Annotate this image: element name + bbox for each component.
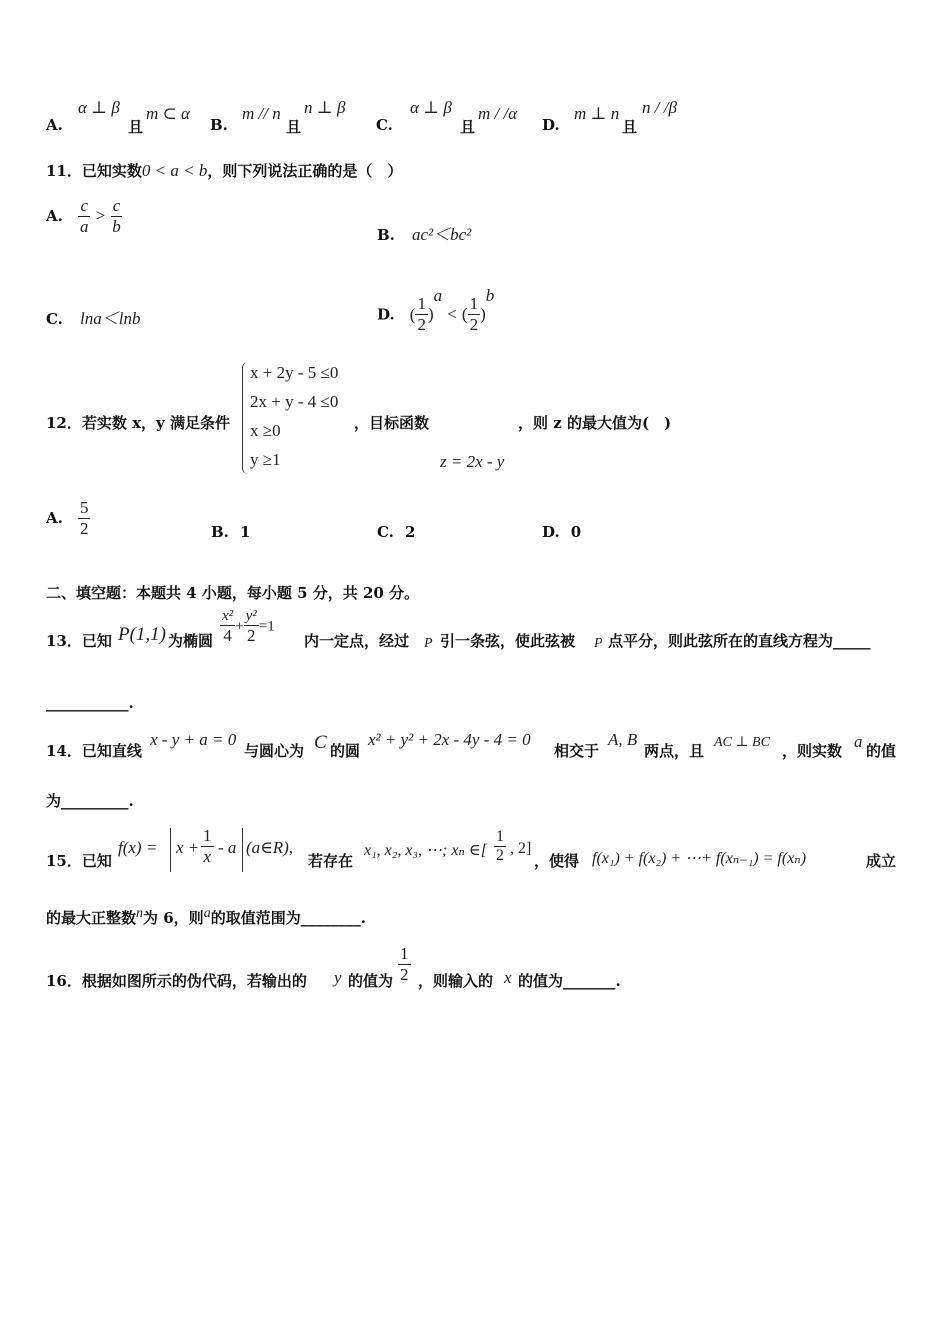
q15-line2b: 为 6，则	[143, 909, 204, 927]
q11-d-frac2-den: 2	[469, 315, 479, 334]
q12-option-a-label: A.	[46, 509, 63, 528]
q10-option-a-math1: α ⊥ β	[78, 98, 120, 117]
q12-option-b-label: B.	[211, 523, 229, 541]
q11-stem-suffix: ，则下列说法正确的是（ ）	[207, 162, 403, 180]
q12-option-d-text: 0	[570, 523, 582, 541]
q11-d-frac1	[415, 294, 428, 334]
q10-option-d-label: D.	[542, 116, 560, 134]
q15-abs-a: x +	[176, 838, 200, 857]
q10-option-a-label: A.	[46, 116, 63, 134]
q15-t3: 成立	[866, 852, 897, 870]
q11-d-frac1-den: 2	[417, 315, 426, 334]
q10-option-a-conj: 且	[128, 118, 144, 136]
q14-t6: 的值	[866, 742, 897, 760]
q12-option-b-text: 1	[240, 523, 251, 541]
q16-prefix: 16．根据如图所示的伪代码，若输出的	[46, 972, 307, 990]
q16-frac-num: 1	[400, 944, 409, 963]
q10-option-d-math2: n / /β	[642, 98, 677, 117]
q11-stem-prefix: 11．已知实数	[46, 162, 142, 180]
q15-vars: x₁, x₂, x₃, ⋯; xₙ ∈[	[364, 842, 487, 859]
q12-cond4: y ≥1	[250, 450, 281, 469]
q16-frac	[398, 944, 411, 984]
q15-half-den: 2	[496, 847, 504, 865]
q14-t4: 两点，且	[644, 742, 705, 760]
q16-frac-den: 2	[400, 964, 409, 984]
q14-center: C	[314, 732, 327, 753]
q15-prefix: 15．已知	[46, 852, 112, 870]
q13-blank-line: ___________.	[46, 694, 134, 712]
q11-d-paren-open-1: (	[409, 304, 416, 324]
q13-point: P(1,1)	[118, 624, 167, 645]
q15-frac-num: 1	[203, 826, 212, 845]
q13-plus: +	[235, 618, 244, 635]
q12-stem-suffix: ，则 z 的最大值为( )	[518, 414, 672, 432]
section2-heading: 二、填空题：本题共 4 小题，每小题 5 分，共 20 分。	[46, 584, 420, 602]
q13-xfrac-num: x²	[220, 608, 235, 626]
q10-option-c-math1: α ⊥ β	[410, 98, 452, 117]
q11-d-frac2-num: 1	[469, 294, 479, 314]
q13-yfrac-den: 2	[246, 626, 256, 646]
q10-option-b-label: B.	[210, 116, 228, 134]
q14-var: a	[854, 732, 863, 751]
q16-y-var: y	[334, 968, 342, 987]
q11-a-frac2	[110, 196, 123, 236]
q15-half-num: 1	[494, 828, 506, 847]
q14-circle: x² + y² + 2x - 4y - 4 = 0	[368, 730, 531, 749]
q13-p2: P	[594, 636, 603, 651]
q12-stem-mid: ，目标函数	[354, 414, 430, 432]
q10-option-d-math1: m ⊥ n	[574, 104, 620, 123]
q15-f-lhs: f(x) =	[118, 838, 158, 857]
q13	[46, 606, 906, 656]
q11-d-paren-close-1: )	[427, 304, 434, 324]
q11-a-frac2-den: b	[112, 216, 121, 236]
q10-option-d-conj: 且	[622, 118, 638, 136]
q14-line2: 为_________.	[46, 792, 134, 810]
q12-a-frac	[78, 498, 91, 538]
q11-a-frac1	[78, 196, 91, 236]
q12-option-d-label: D.	[542, 523, 560, 541]
q11-option-a	[46, 196, 123, 236]
q10-option-c-label: C.	[376, 116, 393, 134]
q13-ellipse-yfrac	[244, 608, 259, 646]
q13-ellipse-xfrac	[220, 608, 235, 646]
q12-cond3: x ≥0	[250, 421, 281, 440]
q14-t1: 与圆心为	[244, 742, 305, 760]
q14	[46, 730, 906, 764]
q15-frac	[201, 826, 214, 866]
q11-option-b-math: ac²＜bc²	[412, 225, 472, 244]
q15	[46, 826, 906, 876]
q12-option-a	[46, 498, 90, 538]
q15-abs-b: - a	[218, 838, 237, 857]
q14-perp: AC ⊥ BC	[714, 735, 770, 750]
q15-frac-den: x	[203, 846, 212, 866]
q14-points: A, B	[608, 730, 638, 749]
q16-t3: 的值为_______.	[518, 972, 621, 990]
q13-ellipse-eq	[220, 608, 275, 646]
q11-option-c-math: lna＜lnb	[80, 309, 141, 328]
q11-option-a-label: A.	[46, 207, 63, 226]
q15-t2: ，使得	[534, 852, 580, 870]
q15-abs-right	[242, 828, 243, 872]
q11-d-exp2: b	[485, 286, 495, 305]
q13-eq1: =1	[258, 618, 275, 635]
q12-option-d	[542, 522, 581, 541]
q13-prefix: 13．已知	[46, 632, 112, 650]
q15-line2c: 的取值范围为________.	[210, 909, 366, 927]
q13-xfrac-den: 4	[223, 626, 232, 646]
q10-options-row	[46, 98, 906, 138]
q13-t3: 点平分，则此弦所在的直线方程为_____	[608, 632, 871, 650]
q11-option-b-label: B.	[377, 226, 395, 244]
q11-a-op: >	[95, 206, 106, 226]
q11-a-frac1-num: c	[80, 196, 88, 215]
q15-equation: f(x₁) + f(x₂) + ⋯+ f(xₙ₋₁) = f(xₙ)	[592, 850, 807, 867]
q10-option-b-math1: m // n	[242, 104, 281, 123]
q11-option-d	[377, 286, 494, 335]
q10-option-a-math2: m ⊂ α	[146, 104, 190, 123]
q14-t3: 相交于	[554, 742, 600, 760]
q14-t5: ，则实数	[782, 742, 843, 760]
q10-option-b-math2: n ⊥ β	[304, 98, 346, 117]
q12-option-c	[377, 522, 415, 541]
q10-option-c-conj: 且	[460, 118, 476, 136]
q15-half	[494, 828, 506, 866]
q14-t2: 的圆	[330, 742, 361, 760]
q15-abs-left	[170, 828, 171, 872]
q16-t1: 的值为	[348, 972, 394, 990]
q11-d-paren-open-2: (	[461, 304, 468, 324]
q13-t1: 内一定点，经过	[304, 632, 410, 650]
q11-a-frac1-den: a	[79, 216, 89, 236]
q12-option-c-label: C.	[377, 523, 394, 541]
q11-d-frac2	[468, 294, 481, 334]
q15-n-var: n	[136, 906, 144, 921]
q11-option-c-label: C.	[46, 310, 63, 328]
q12-option-c-text: 2	[405, 523, 416, 541]
q15-interval-end: , 2]	[510, 840, 532, 857]
q13-p1: P	[424, 636, 433, 651]
q15-line2	[46, 906, 366, 928]
q15-line2a: 的最大正整数	[46, 909, 137, 927]
q11-d-exp1: a	[433, 286, 443, 305]
q15-domain: (a∈R),	[246, 838, 294, 857]
q11-stem-math: 0 < a < b	[141, 161, 208, 180]
q12-cond2: 2x + y - 4 ≤0	[250, 392, 339, 411]
q10-option-c-math2: m / /α	[478, 104, 518, 123]
q12-a-frac-den: 2	[79, 518, 89, 538]
q12-objective: z = 2x - y	[440, 452, 505, 471]
q11-d-op: <	[447, 304, 457, 324]
q13-t2: 引一条弦，使此弦被	[440, 632, 576, 650]
q12-a-frac-num: 5	[79, 498, 89, 517]
q11-d-frac1-num: 1	[417, 294, 426, 314]
q13-is-ellipse: 为椭圆	[168, 632, 214, 650]
q12-stem-prefix: 12．若实数 x，y 满足条件	[46, 414, 230, 432]
q10-option-b-conj: 且	[286, 118, 302, 136]
q11-stem	[46, 160, 402, 181]
q15-a-var: a	[203, 906, 211, 921]
q12-option-b	[211, 522, 250, 541]
q13-yfrac-num: y²	[244, 608, 259, 626]
q11-a-frac2-num: c	[112, 196, 121, 215]
q16-t2: ，则输入的	[418, 972, 494, 990]
q14-line: x - y + a = 0	[150, 730, 237, 749]
q11-option-c	[46, 304, 140, 329]
q12-cond1: x + 2y - 5 ≤0	[250, 363, 339, 382]
q11-option-b	[377, 220, 471, 245]
q11-option-d-label: D.	[377, 305, 395, 324]
q14-prefix: 14．已知直线	[46, 742, 142, 760]
q16	[46, 944, 906, 994]
q16-x-var: x	[504, 968, 512, 987]
q11-d-paren-close-2: )	[480, 304, 486, 324]
q15-t1: 若存在	[308, 852, 354, 870]
